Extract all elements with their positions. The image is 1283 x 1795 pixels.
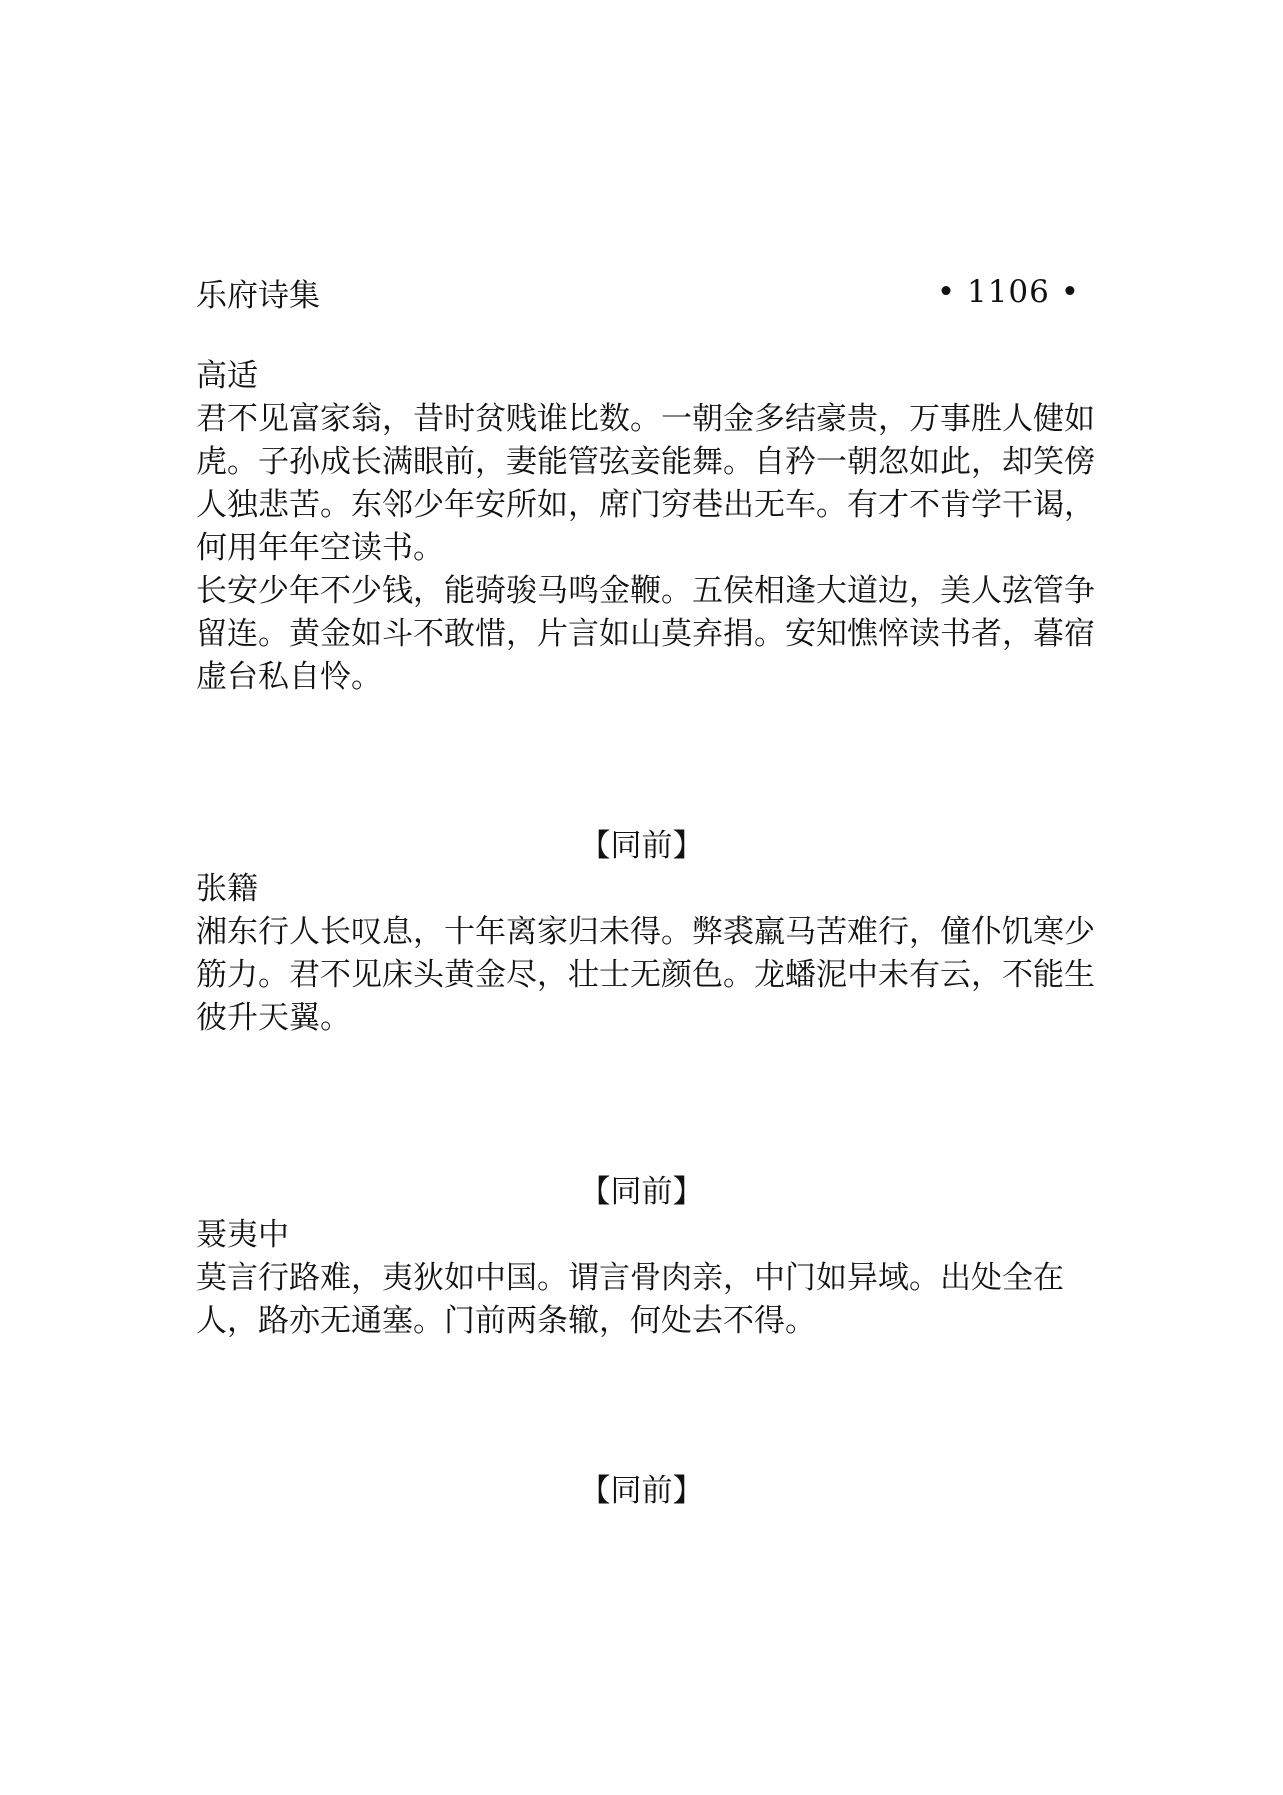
poem-section-zhang-ji: [196, 868, 1096, 1040]
poem-paragraph: 湘东行人长叹息，十年离家归未得。弊裘羸马苦难行，僮仆饥寒少筋力。君不见床头黄金尽，壮士无颜色。龙蟠泥中未有云，不能生彼升天翼。: [196, 914, 1095, 1036]
page-number: • 1106 •: [936, 274, 1080, 310]
book-title: 乐府诗集: [196, 277, 320, 314]
poem-section-nie-yi-zhong: [196, 1214, 1096, 1343]
poem-paragraph: 莫言行路难，夷狄如中国。谓言骨肉亲，中门如异域。出处全在人，路亦无通塞。门前两条辙，何处去不得。: [196, 1260, 1064, 1339]
section-heading: 【同前】: [579, 828, 704, 864]
page-header: [196, 268, 1080, 316]
section-heading: 【同前】: [579, 1174, 704, 1210]
poem-paragraph: 君不见富家翁，昔时贫贱谁比数。一朝金多结豪贵，万事胜人健如虎。子孙成长满眼前，妻能管弦妾能舞。自矜一朝忽如此，却笑傍人独悲苦。东邻少年安所如，席门穷巷出无车。有才不肯学干谒，何用年年空读书。: [196, 401, 1095, 566]
poem-author: 高适: [196, 358, 258, 394]
poem-author: 聂夷中: [196, 1217, 289, 1253]
poem-paragraph: 长安少年不少钱，能骑骏马鸣金鞭。五侯相逢大道边，美人弦管争留连。黄金如斗不敢惜，片言如山莫弃捐。安知憔悴读书者，暮宿虚台私自怜。: [196, 573, 1095, 695]
poem-author: 张籍: [196, 871, 258, 907]
poem-section-gao-shi: [196, 355, 1096, 699]
section-heading: 【同前】: [579, 1473, 704, 1509]
